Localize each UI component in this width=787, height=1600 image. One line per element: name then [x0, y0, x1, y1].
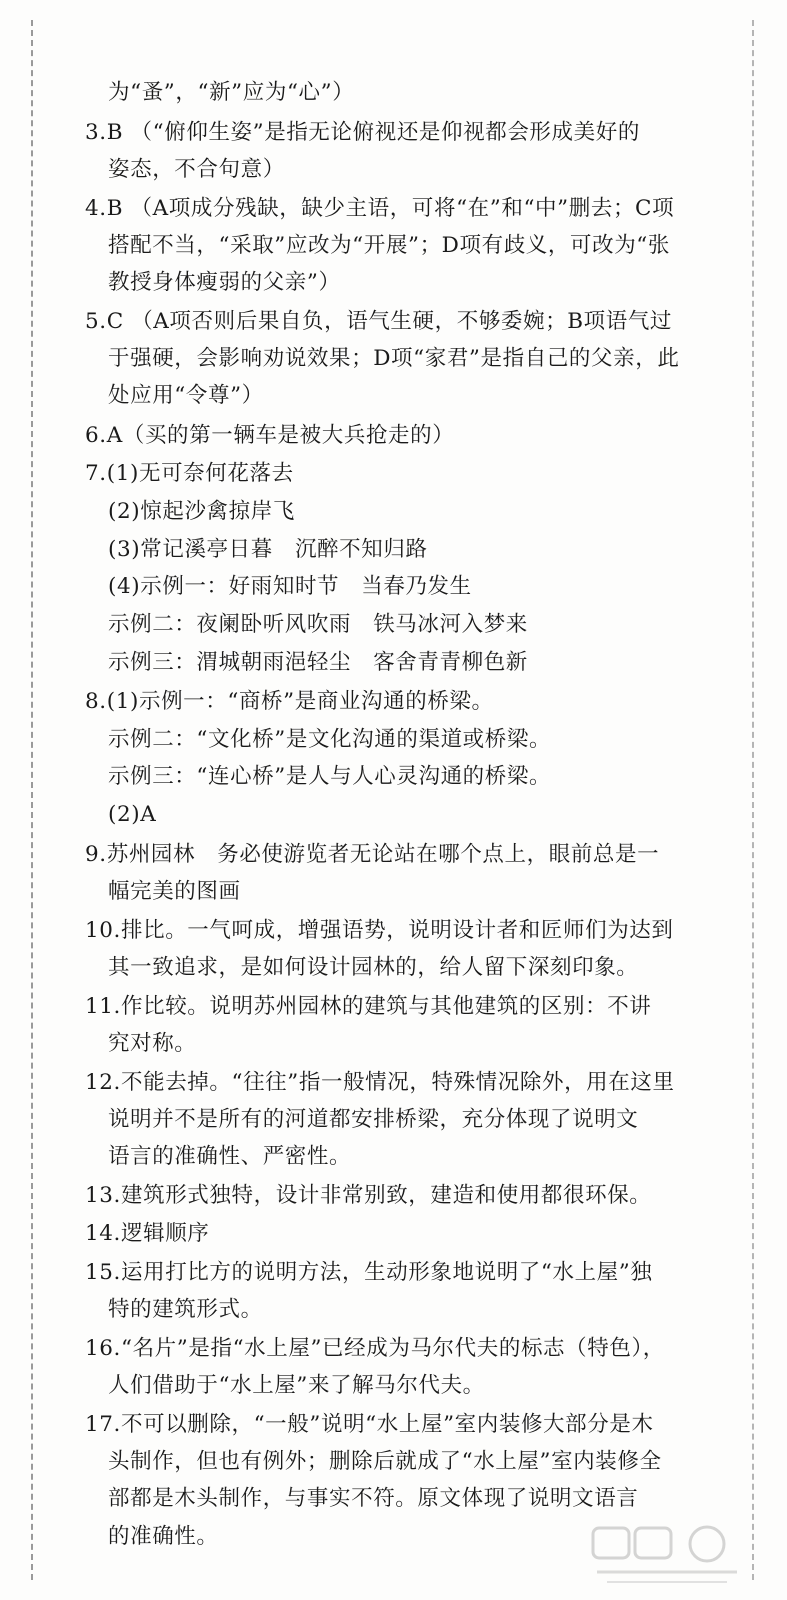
text-line: (2)A — [108, 802, 157, 827]
text-line: 搭配不当，“采取”应改为“开展”；D项有歧义，可改为“张 — [108, 233, 670, 258]
text-line: 语言的准确性、严密性。 — [108, 1144, 352, 1169]
text-line: 示例三：渭城朝雨浥轻尘 客舍青青柳色新 — [108, 650, 528, 675]
text-line: 为“蚤”，“新”应为“心”） — [108, 80, 355, 105]
text-line: 的准确性。 — [108, 1524, 219, 1549]
text-line: 15.运用打比方的说明方法，生动形象地说明了“水上屋”独 — [85, 1260, 653, 1285]
text-line: 处应用“令尊”） — [108, 383, 264, 408]
text-line: 示例二：夜阑卧听风吹雨 铁马冰河入梦来 — [108, 612, 528, 637]
text-line: 11.作比较。说明苏州园林的建筑与其他建筑的区别：不讲 — [85, 994, 652, 1019]
text-line: 9.苏州园林 务必使游览者无论站在哪个点上，眼前总是一 — [85, 842, 660, 867]
text-line: 8.(1)示例一：“商桥”是商业沟通的桥梁。 — [85, 689, 494, 714]
text-line: 头制作，但也有例外；删除后就成了“水上屋”室内装修全 — [108, 1449, 662, 1474]
text-line: 10.排比。一气呵成，增强语势，说明设计者和匠师们为达到 — [85, 918, 674, 943]
text-line: 12.不能去掉。“往往”指一般情况，特殊情况除外，用在这里 — [85, 1070, 675, 1095]
text-line: 4.B （A项成分残缺，缺少主语，可将“在”和“中”删去；C项 — [85, 196, 675, 221]
text-line: 其一致追求，是如何设计园林的，给人留下深刻印象。 — [108, 955, 639, 980]
text-line: 17.不可以删除，“一般”说明“水上屋”室内装修大部分是木 — [85, 1412, 654, 1437]
text-line: 14.逻辑顺序 — [85, 1221, 210, 1246]
text-line: 6.A（买的第一辆车是被大兵抢走的） — [85, 423, 455, 448]
text-line: 究对称。 — [108, 1031, 197, 1056]
text-line: 5.C （A项否则后果自负，语气生硬，不够委婉；B项语气过 — [85, 309, 673, 334]
text-line: (2)惊起沙禽掠岸飞 — [108, 499, 295, 524]
text-line: 部都是木头制作，与事实不符。原文体现了说明文语言 — [108, 1486, 639, 1511]
text-line: 特的建筑形式。 — [108, 1297, 263, 1322]
text-line: 姿态，不合句意） — [108, 157, 285, 182]
left-dashed-margin — [31, 20, 33, 1580]
text-line: 3.B （“俯仰生姿”是指无论俯视还是仰视都会形成美好的 — [85, 120, 640, 145]
text-line: 幅完美的图画 — [108, 879, 241, 904]
text-line: 说明并不是所有的河道都安排桥梁，充分体现了说明文 — [108, 1107, 639, 1132]
right-dashed-margin — [752, 20, 754, 1580]
text-line: 示例二：“文化桥”是文化沟通的渠道或桥梁。 — [108, 727, 552, 752]
text-line: (4)示例一：好雨知时节 当春乃发生 — [108, 574, 472, 599]
text-line: 16.“名片”是指“水上屋”已经成为马尔代夫的标志（特色）， — [85, 1336, 665, 1361]
text-line: 示例三：“连心桥”是人与人心灵沟通的桥梁。 — [108, 764, 552, 789]
text-line: 教授身体瘦弱的父亲”） — [108, 270, 341, 295]
watermark-logo-icon — [587, 1522, 747, 1592]
text-line: (3)常记溪亭日暮 沉醉不知归路 — [108, 537, 428, 562]
text-line: 7.(1)无可奈何花落去 — [85, 461, 294, 486]
text-line: 13.建筑形式独特，设计非常别致，建造和使用都很环保。 — [85, 1183, 652, 1208]
text-line: 人们借助于“水上屋”来了解马尔代夫。 — [108, 1373, 485, 1398]
text-line: 于强硬，会影响劝说效果；D项“家君”是指自己的父亲，此 — [108, 346, 680, 371]
